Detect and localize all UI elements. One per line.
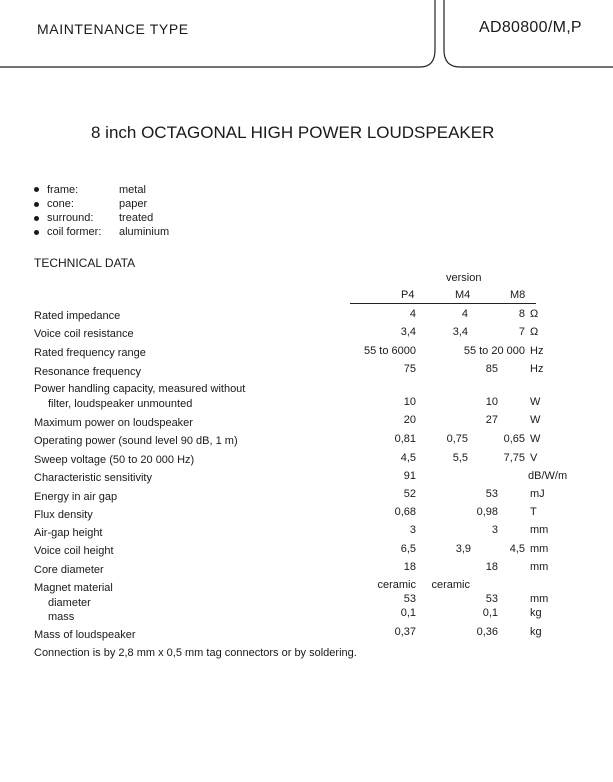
row-label: Flux density [34,509,93,521]
cell-p4: 91 [403,470,416,482]
cell-m4: 5,5 [452,452,468,464]
column-header-m8: M8 [510,289,526,301]
row-label: Sweep voltage (50 to 20 000 Hz) [34,454,195,466]
row-label: mass [48,611,75,623]
cell-p4: 4,5 [400,452,416,464]
cell-p4: 3 [409,524,416,536]
cell-m8: 53 [485,593,498,605]
cell-m8: 4,5 [509,543,525,555]
header-maintenance-type: MAINTENANCE TYPE [37,21,189,37]
cell-m8: 8 [518,308,525,320]
row-label: Magnet material [34,582,113,594]
cell-m8: 0,65 [503,433,525,445]
cell-unit: mm [530,561,549,573]
cell-p4: 4 [409,308,416,320]
row-label: Resonance frequency [34,366,142,378]
cell-unit: dB/W/m [528,470,568,482]
row-label: Voice coil height [34,545,114,557]
row-label-continued: filter, loudspeaker unmounted [48,398,193,410]
cell-p4: 20 [403,414,416,426]
bullet-icon [34,216,39,221]
cell-m8: 27 [485,414,498,426]
cell-m4: 4 [461,308,468,320]
header-frame [0,0,613,80]
bullet-icon [34,202,39,207]
cell-p4: 52 [403,488,416,500]
page-title: 8 inch OCTAGONAL HIGH POWER LOUDSPEAKER [91,123,495,142]
row-label: Voice coil resistance [34,328,134,340]
section-title: TECHNICAL DATA [34,256,136,270]
cell-unit: Ω [530,326,539,338]
cell-m8: 18 [485,561,498,573]
cell-p4: 75 [403,363,416,375]
row-label: Rated impedance [34,310,121,322]
row-label: Operating power (sound level 90 dB, 1 m) [34,435,238,447]
cell-m4: 3,9 [455,543,471,555]
feature-label: cone: [47,198,74,210]
cell-m8: 0,36 [476,626,498,638]
row-label: Air-gap height [34,527,103,539]
row-label: Power handling capacity, measured without [34,383,246,395]
cell-unit: kg [530,626,542,638]
cell-p4: 6,5 [400,543,416,555]
cell-m8: 53 [485,488,498,500]
cell-p4: 10 [403,396,416,408]
cell-unit: V [530,452,538,464]
cell-p4: ceramic [377,579,416,591]
cell-m8: 85 [485,363,498,375]
header-rule [350,303,536,304]
feature-value: treated [119,212,154,224]
cell-m8: 7,75 [503,452,525,464]
row-label: Core diameter [34,564,104,576]
row-label: Energy in air gap [34,491,118,503]
cell-m8: 7 [518,326,525,338]
cell-m8: 3 [491,524,498,536]
cell-m8: 0,98 [476,506,498,518]
feature-value: aluminium [119,226,170,238]
cell-unit: W [530,414,541,426]
cell-m8: 10 [485,396,498,408]
row-label: Rated frequency range [34,347,146,359]
cell-p4: 0,1 [400,607,416,619]
feature-label: frame: [47,184,79,196]
feature-label: surround: [47,212,94,224]
cell-unit: mJ [530,488,545,500]
cell-p4: 0,37 [394,626,416,638]
cell-unit: T [530,506,537,518]
cell-p4: 0,81 [394,433,416,445]
cell-m4: ceramic [431,579,470,591]
cell-m8: 0,1 [482,607,498,619]
cell-unit: W [530,433,541,445]
row-label: Mass of loudspeaker [34,629,136,641]
column-header-m4: M4 [455,289,471,301]
feature-label: coil former: [47,226,102,238]
footnote: Connection is by 2,8 mm x 0,5 mm tag connectors or by soldering. [34,647,357,659]
cell-p4: 3,4 [400,326,416,338]
cell-p4: 55 to 6000 [364,345,416,357]
row-label: diameter [48,597,91,609]
feature-value: metal [119,184,146,196]
bullet-icon [34,230,39,235]
column-header-p4: P4 [401,289,415,301]
feature-value: paper [119,198,148,210]
cell-p4: 53 [403,593,416,605]
cell-m4: 0,75 [446,433,468,445]
row-label: Characteristic sensitivity [34,472,152,484]
cell-unit: Hz [530,345,544,357]
cell-m8: 55 to 20 000 [463,345,525,357]
cell-unit: W [530,396,541,408]
cell-unit: mm [530,593,549,605]
header-type-number: AD80800/M,P [479,19,582,36]
row-label: Maximum power on loudspeaker [34,417,193,429]
cell-m4: 3,4 [452,326,468,338]
cell-unit: Ω [530,308,539,320]
cell-unit: kg [530,607,542,619]
cell-unit: Hz [530,363,544,375]
cell-p4: 0,68 [394,506,416,518]
cell-p4: 18 [403,561,416,573]
version-label: version [446,272,482,284]
bullet-icon [34,187,39,192]
cell-unit: mm [530,543,549,555]
cell-unit: mm [530,524,549,536]
